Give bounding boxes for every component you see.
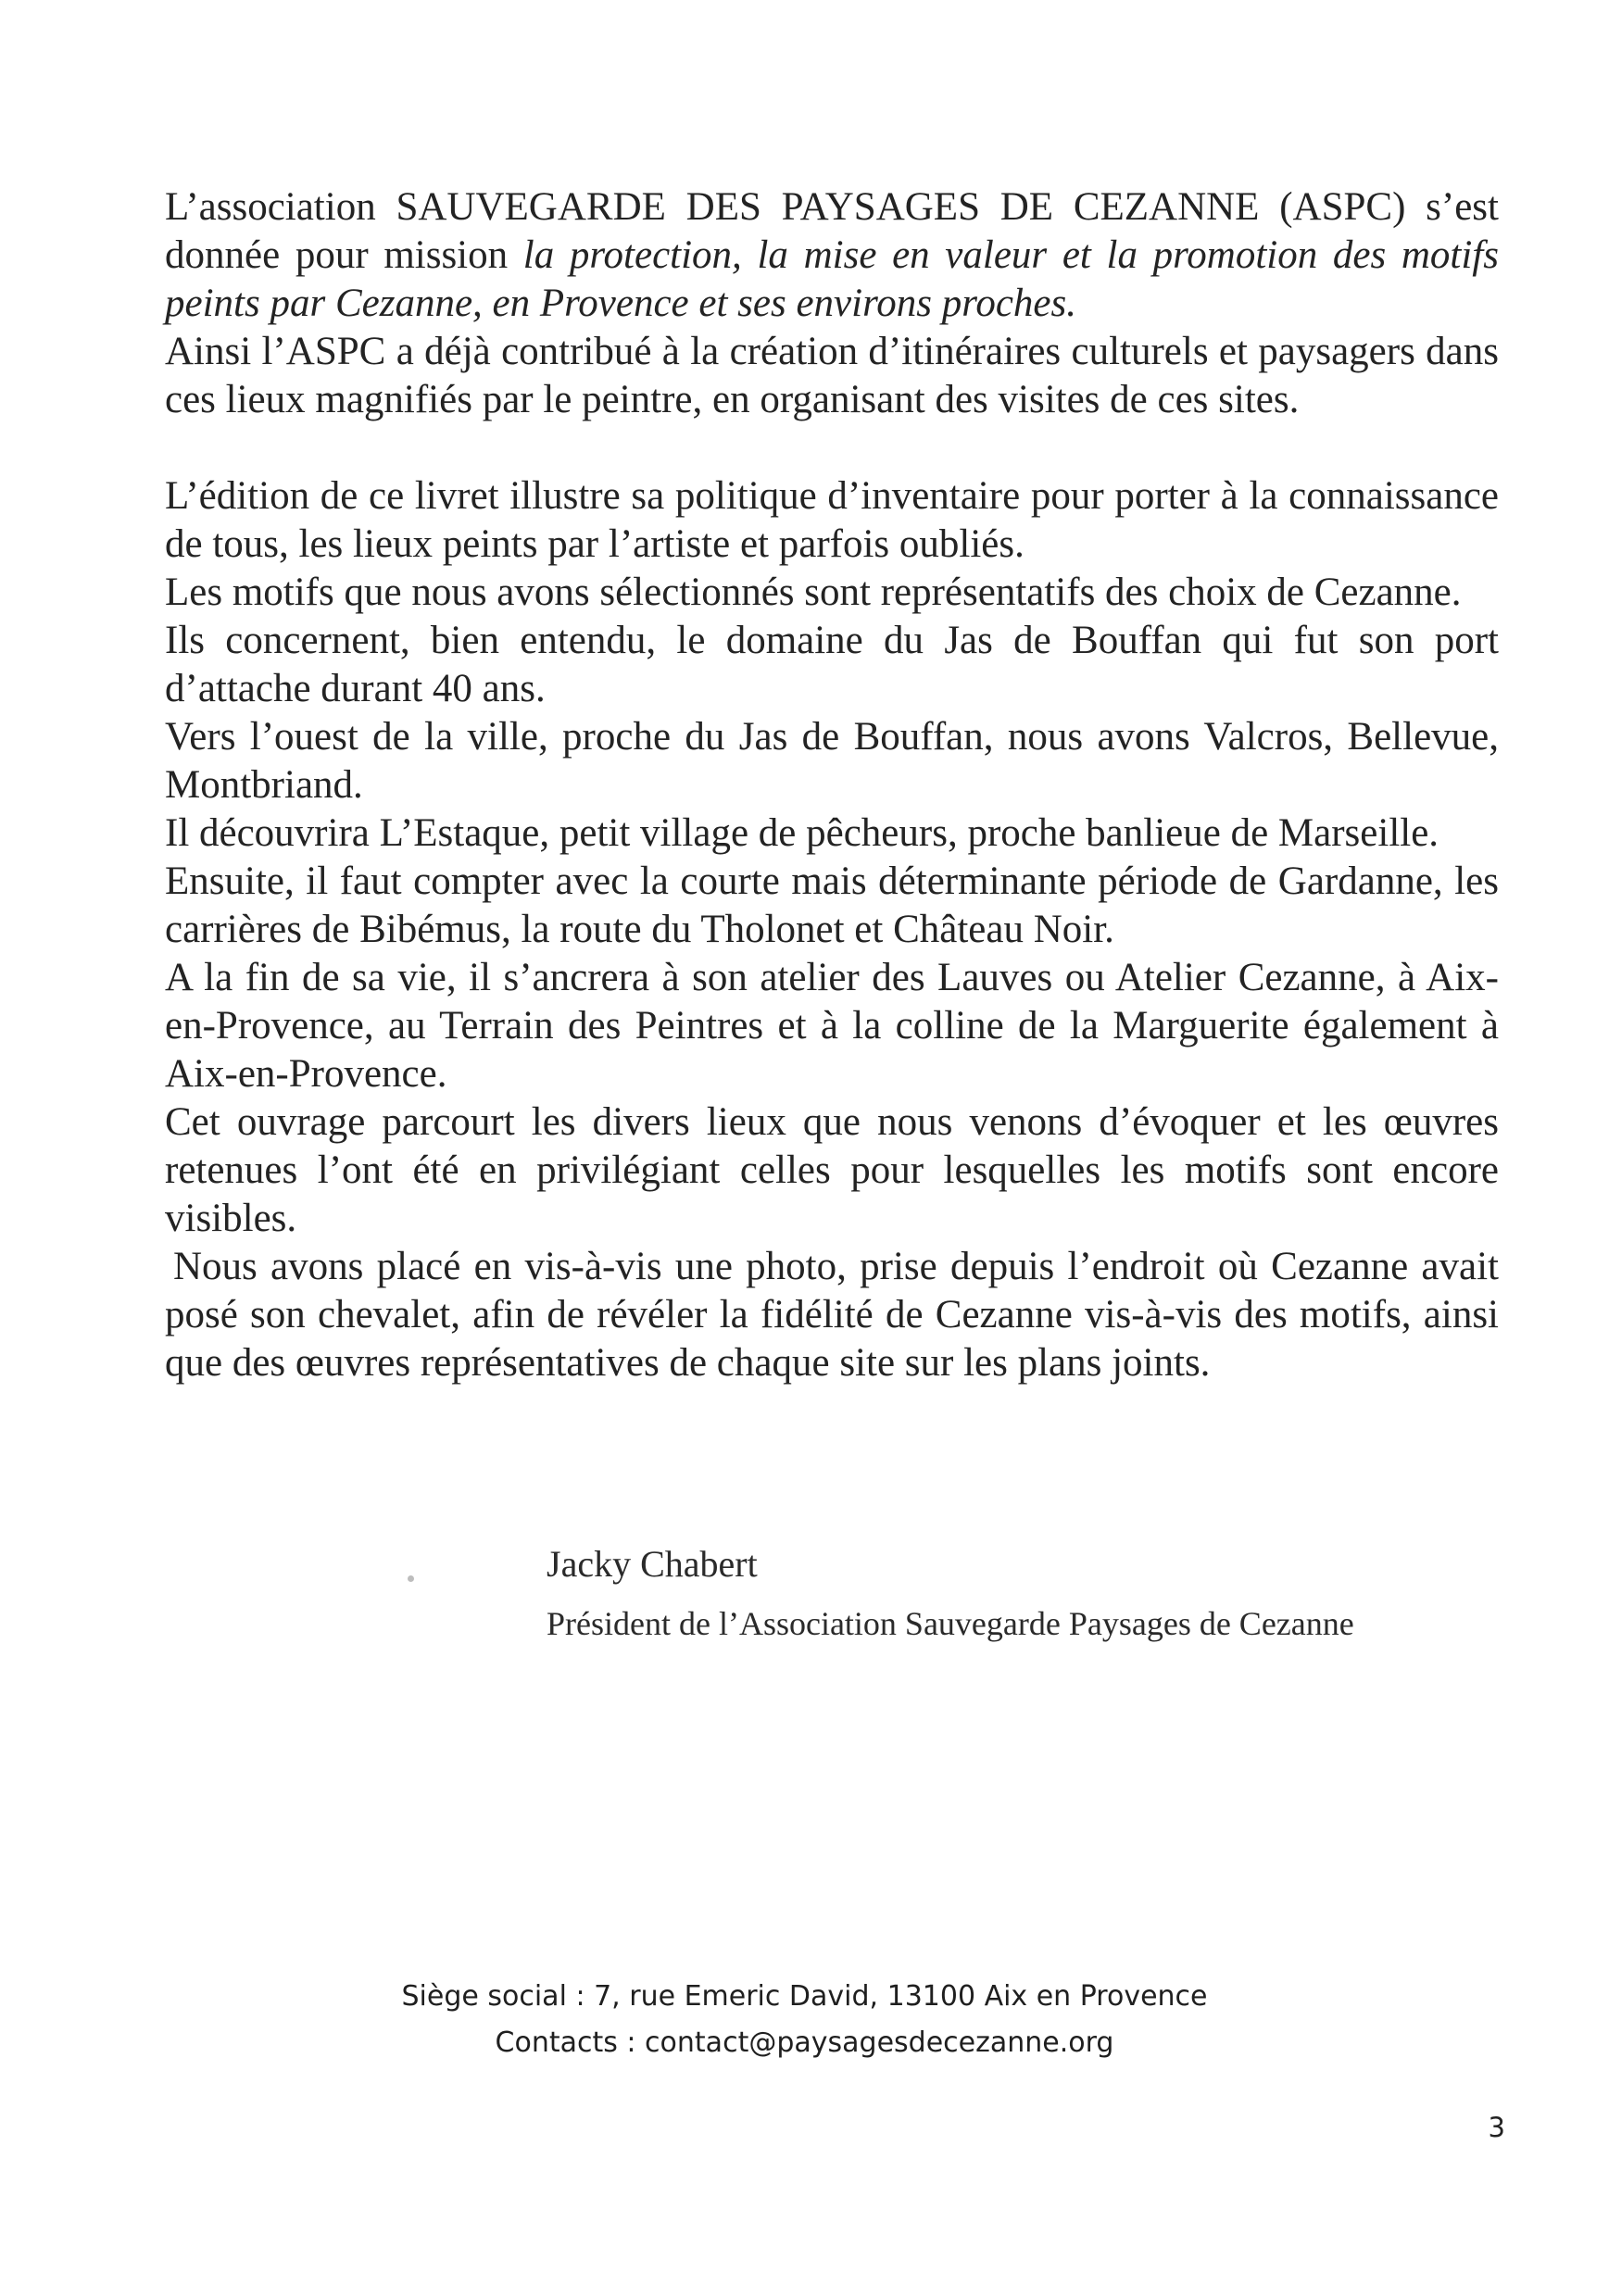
italic-text-span: la protection, la mise en valeur et la promotion des motifs peints par Cezanne, en Provence et ses environs proches.: [165, 233, 1499, 325]
paragraph: Les motifs que nous avons sélectionnés sont représentatifs des choix de Cezanne.: [165, 571, 1462, 614]
signatory-name: Jacky Chabert: [547, 1543, 758, 1585]
page-number: 3: [1488, 2112, 1505, 2143]
paragraph: Ensuite, il faut compter avec la courte mais déterminante période de Gardanne, les carrières de Bibémus, la route du Tholonet et Château Noir.: [165, 859, 1499, 951]
paragraph: Ainsi l’ASPC a déjà contribué à la création d’itinéraires culturels et paysagers dans ces lieux magnifiés par le peintre, en organisant des visites de ces sites.: [165, 330, 1499, 421]
paragraph: L’édition de ce livret illustre sa politique d’inventaire pour porter à la connaissance de tous, les lieux peints par l’artiste et parfois oubliés.: [165, 474, 1499, 566]
paragraph: A la fin de sa vie, il s’ancrera à son atelier des Lauves ou Atelier Cezanne, à Aix-en-Provence, au Terrain des Peintres et à la colline de la Marguerite également à Aix-en-Provence.: [165, 956, 1499, 1096]
paragraph: Ils concernent, bien entendu, le domaine du Jas de Bouffan qui fut son port d’attache durant 40 ans.: [165, 619, 1499, 710]
paragraph: Nous avons placé en vis-à-vis une photo, prise depuis l’endroit où Cezanne avait posé son chevalet, afin de révéler la fidélité de Cezanne vis-à-vis des motifs, ainsi que des œuvres représentatives de chaque site sur les plans joints.: [165, 1245, 1499, 1385]
scan-speck: [408, 1575, 414, 1582]
signature-block: [547, 1542, 1354, 1644]
paragraph: [165, 183, 1499, 328]
footer-address: Siège social : 7, rue Emeric David, 13100 Aix en Provence: [401, 1980, 1208, 2013]
text-span: L’association SAUVEGARDE DES PAYSAGES DE CEZANNE (ASPC) s’est donnée pour mission: [165, 185, 1499, 277]
footer-contacts: Contacts : contact@paysagesdecezanne.org: [495, 2026, 1114, 2059]
paragraph: Il découvrira L’Estaque, petit village de pêcheurs, proche banlieue de Marseille.: [165, 811, 1439, 855]
paragraph: Vers l’ouest de la ville, proche du Jas de Bouffan, nous avons Valcros, Bellevue, Montbriand.: [165, 715, 1499, 807]
footer: [0, 1974, 1609, 2066]
signatory-title: Président de l’Association Sauvegarde Paysages de Cezanne: [547, 1605, 1354, 1642]
body-text: [165, 183, 1499, 1387]
paragraph: Cet ouvrage parcourt les divers lieux que nous venons d’évoquer et les œuvres retenues l’ont été en privilégiant celles pour lesquelles les motifs sont encore visibles.: [165, 1100, 1499, 1240]
